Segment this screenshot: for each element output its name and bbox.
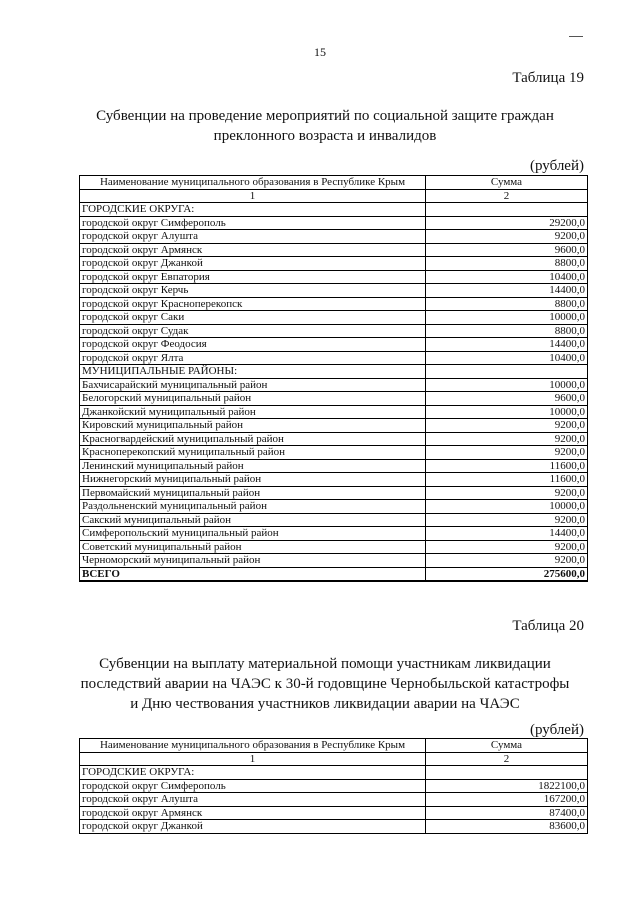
table19-title-line1: Субвенции на проведение мероприятий по социальной защите граждан [96,108,554,124]
cell-name: Ленинский муниципальный район [80,459,426,473]
table-header-row [80,739,588,753]
cell-sum: 8800,0 [426,324,588,338]
cell-name: городской округ Судак [80,324,426,338]
table-row [80,324,588,338]
cell-sum: 9200,0 [426,419,588,433]
table-row [80,419,588,433]
cell-name: городской округ Керчь [80,284,426,298]
table20-title [60,654,590,714]
table-row [80,473,588,487]
cell-name: ГОРОДСКИЕ ОКРУГА: [80,766,426,780]
total-row [80,567,588,581]
table-row [80,806,588,820]
table20 [79,738,588,834]
header-name: Наименование муниципального образования в Республике Крым [80,739,426,753]
table20-title-line3: и Дню чествования участников ликвидации аварии на ЧАЭС [130,696,520,712]
cell-name: городской округ Джанкой [80,257,426,271]
cell-name: Джанкойский муниципальный район [80,405,426,419]
cell-name: Красногвардейский муниципальный район [80,432,426,446]
section-row [80,203,588,217]
table-row [80,820,588,834]
cell-sum: 11600,0 [426,459,588,473]
cell-sum: 14400,0 [426,338,588,352]
cell-name: ГОРОДСКИЕ ОКРУГА: [80,203,426,217]
header-name: Наименование муниципального образования в Республике Крым [80,176,426,190]
cell-name: городской округ Саки [80,311,426,325]
table-row [80,284,588,298]
table19-title [60,106,590,146]
cell-sum: 29200,0 [426,216,588,230]
table-row [80,793,588,807]
cell-name: городской округ Ялта [80,351,426,365]
cell-sum: 9200,0 [426,540,588,554]
table19-units: (рублей) [529,158,584,174]
table19 [79,175,588,582]
table-row [80,230,588,244]
cell-sum: 9600,0 [426,243,588,257]
cell-sum: 8800,0 [426,257,588,271]
cell-sum: 83600,0 [426,820,588,834]
cell-sum: 9200,0 [426,513,588,527]
cell-sum: 10000,0 [426,500,588,514]
table-row [80,432,588,446]
cell-sum: 10000,0 [426,311,588,325]
col-num-1: 1 [80,189,426,203]
header-sum: Сумма [426,176,588,190]
cell-sum: 10400,0 [426,351,588,365]
table-row [80,270,588,284]
cell-name: городской округ Евпатория [80,270,426,284]
table-row [80,351,588,365]
cell-sum: 10000,0 [426,378,588,392]
cell-sum [426,365,588,379]
table20-label: Таблица 20 [512,618,584,634]
cell-sum: 87400,0 [426,806,588,820]
cell-name: городской округ Красноперекопск [80,297,426,311]
cell-name: Белогорский муниципальный район [80,392,426,406]
header-sum: Сумма [426,739,588,753]
table-row [80,297,588,311]
table-row [80,216,588,230]
cell-name: Черноморский муниципальный район [80,554,426,568]
table-row [80,392,588,406]
column-number-row [80,752,588,766]
table-row [80,554,588,568]
table-row [80,486,588,500]
cell-name: городской округ Алушта [80,793,426,807]
page-number: 15 [314,45,326,59]
cell-name: Советский муниципальный район [80,540,426,554]
table-row [80,779,588,793]
cell-name: городской округ Армянск [80,806,426,820]
column-number-row [80,189,588,203]
table-row [80,311,588,325]
table20-title-line2: последствий аварии на ЧАЭС к 30-й годовщине Чернобыльской катастрофы [80,676,570,692]
cell-sum [426,203,588,217]
table-row [80,338,588,352]
cell-sum: 9600,0 [426,392,588,406]
cell-name: городской округ Симферополь [80,216,426,230]
table-header-row [80,176,588,190]
table-row [80,513,588,527]
cell-sum: 275600,0 [426,567,588,581]
table-row [80,527,588,541]
cell-sum: 14400,0 [426,527,588,541]
table20-units: (рублей) [529,722,584,738]
cell-name: городской округ Феодосия [80,338,426,352]
table19-title-line2: преклонного возраста и инвалидов [213,128,437,144]
cell-name: городской округ Симферополь [80,779,426,793]
cell-sum: 8800,0 [426,297,588,311]
cell-name: городской округ Джанкой [80,820,426,834]
cell-sum: 10000,0 [426,405,588,419]
cell-sum: 10400,0 [426,270,588,284]
cell-sum: 11600,0 [426,473,588,487]
cell-name: Красноперекопский муниципальный район [80,446,426,460]
table20-title-line1: Субвенции на выплату материальной помощи участникам ликвидации [99,656,551,672]
cell-name: ВСЕГО [80,567,426,581]
table-row [80,257,588,271]
page-dash-mark [569,36,583,37]
cell-sum [426,766,588,780]
cell-sum: 9200,0 [426,486,588,500]
cell-name: Нижнегорский муниципальный район [80,473,426,487]
table-row [80,243,588,257]
table-row [80,405,588,419]
cell-sum: 9200,0 [426,554,588,568]
cell-sum: 9200,0 [426,432,588,446]
table-row [80,540,588,554]
cell-name: Симферопольский муниципальный район [80,527,426,541]
cell-name: городской округ Армянск [80,243,426,257]
cell-name: Кировский муниципальный район [80,419,426,433]
cell-sum: 9200,0 [426,230,588,244]
table-row [80,446,588,460]
table-row [80,500,588,514]
table19-label: Таблица 19 [512,70,584,86]
cell-name: МУНИЦИПАЛЬНЫЕ РАЙОНЫ: [80,365,426,379]
col-num-2: 2 [426,752,588,766]
cell-sum: 14400,0 [426,284,588,298]
table-row [80,459,588,473]
cell-name: Первомайский муниципальный район [80,486,426,500]
cell-name: Сакский муниципальный район [80,513,426,527]
cell-sum: 9200,0 [426,446,588,460]
col-num-2: 2 [426,189,588,203]
col-num-1: 1 [80,752,426,766]
cell-name: Бахчисарайский муниципальный район [80,378,426,392]
table-row [80,378,588,392]
cell-sum: 167200,0 [426,793,588,807]
section-row [80,365,588,379]
cell-name: Раздольненский муниципальный район [80,500,426,514]
cell-name: городской округ Алушта [80,230,426,244]
section-row [80,766,588,780]
cell-sum: 1822100,0 [426,779,588,793]
